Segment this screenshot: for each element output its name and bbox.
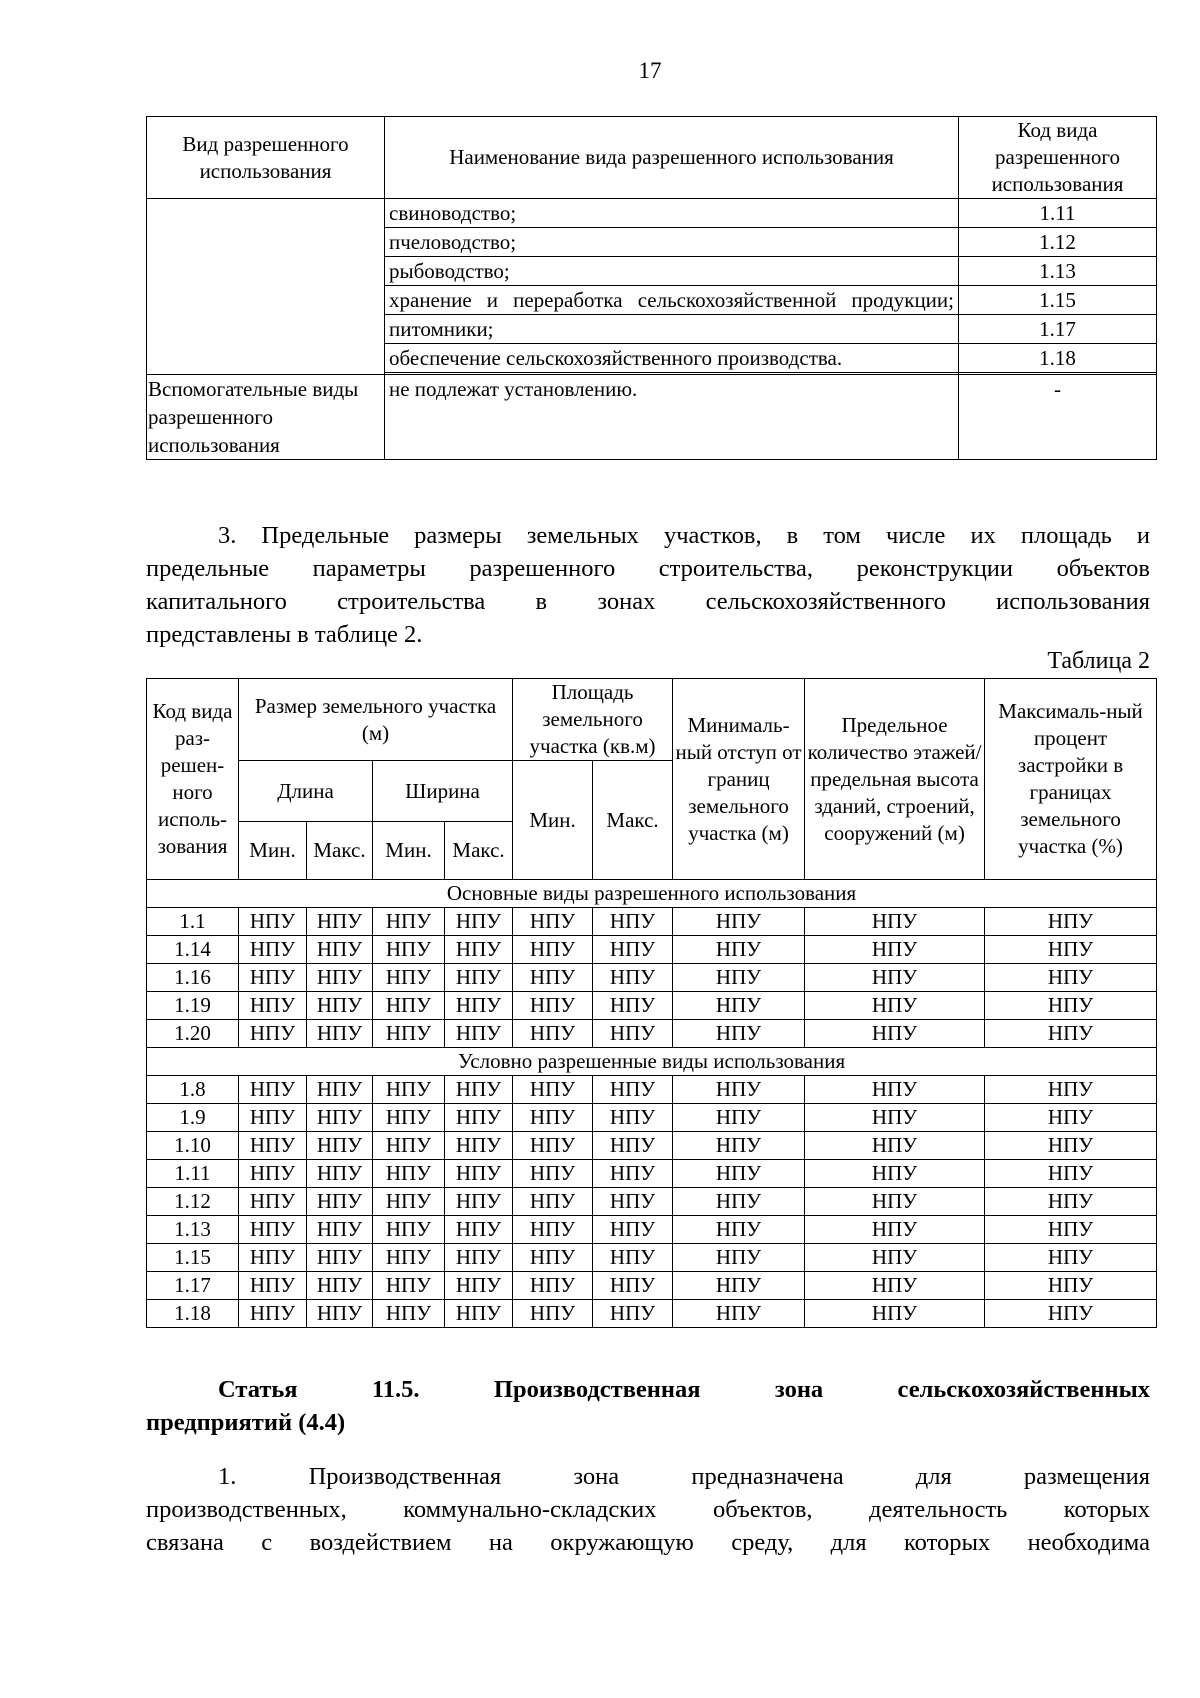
paragraph-line: представлены в таблице 2. [146,621,423,648]
row-value: НПУ [985,1076,1157,1104]
row-value: НПУ [239,964,307,992]
row-value: НПУ [593,1104,673,1132]
row-code: 1.1 [147,908,239,936]
aux-code: - [959,375,1157,460]
row-value: НПУ [373,1244,445,1272]
row-value: НПУ [593,1132,673,1160]
use-name: рыбоводство; [385,257,959,286]
row-value: НПУ [805,936,985,964]
row-value: НПУ [373,1160,445,1188]
page-number: 17 [638,58,662,83]
row-value: НПУ [445,908,513,936]
use-code: 1.12 [959,228,1157,257]
row-value: НПУ [445,964,513,992]
row-value: НПУ [239,1188,307,1216]
row-value: НПУ [513,1160,593,1188]
row-value: НПУ [673,1244,805,1272]
use-name [385,286,959,315]
use-code: 1.15 [959,286,1157,315]
row-value: НПУ [805,1076,985,1104]
row-value: НПУ [593,936,673,964]
row-value: НПУ [593,908,673,936]
row-value: НПУ [593,1020,673,1048]
row-value: НПУ [513,1216,593,1244]
row-value: НПУ [373,1272,445,1300]
row-value: НПУ [985,1272,1157,1300]
row-value: НПУ [985,1020,1157,1048]
row-value: НПУ [805,1188,985,1216]
row-value: НПУ [593,1160,673,1188]
row-value: НПУ [445,1216,513,1244]
row-value: НПУ [805,1300,985,1328]
row-value: НПУ [239,1300,307,1328]
main-rows [147,908,1157,1048]
row-value: НПУ [513,1076,593,1104]
row-value: НПУ [307,1300,373,1328]
table-row [147,992,1157,1020]
table-row [147,1020,1157,1048]
row-value: НПУ [373,908,445,936]
row-value: НПУ [673,1132,805,1160]
row-value: НПУ [513,1272,593,1300]
row-value: НПУ [239,1216,307,1244]
section-cond-title: Условно разрешенные виды использования [147,1048,1157,1076]
row-value: НПУ [805,964,985,992]
row-value: НПУ [513,1244,593,1272]
row-value: НПУ [513,1104,593,1132]
row-value: НПУ [445,992,513,1020]
table-row [147,1132,1157,1160]
row-value: НПУ [445,1104,513,1132]
row-value: НПУ [805,1160,985,1188]
header-percent: Максималь-ный процент застройки в границах земельного участка (%) [985,679,1157,880]
row-value: НПУ [373,1076,445,1104]
row-value: НПУ [805,1272,985,1300]
row-value: НПУ [673,1076,805,1104]
header-use-code: Код вида разрешенного использования [959,117,1157,199]
row-code: 1.18 [147,1300,239,1328]
row-value: НПУ [373,1216,445,1244]
empty-kind-cell [147,199,385,375]
row-value: НПУ [805,1132,985,1160]
row-value: НПУ [307,1272,373,1300]
row-value: НПУ [513,1020,593,1048]
conditional-rows [147,1076,1157,1328]
table-row [147,964,1157,992]
land-params-table [146,678,1157,1328]
use-code: 1.18 [959,344,1157,373]
aux-kind: Вспомогательные виды разрешенного использования [147,375,385,460]
row-value: НПУ [307,908,373,936]
row-value: НПУ [307,1104,373,1132]
row-value: НПУ [307,1132,373,1160]
row-value: НПУ [307,1244,373,1272]
header-length: Длина [239,761,373,822]
row-value: НПУ [985,1216,1157,1244]
header-floors: Предельное количество этажей/ предельная высота зданий, строений, сооружений (м) [805,679,985,880]
paragraph-line: 1. Производственная зона предназначена для размещения [218,1463,1150,1490]
row-value: НПУ [239,1272,307,1300]
header-area-max: Макс. [593,761,673,880]
row-value: НПУ [239,908,307,936]
row-value: НПУ [239,936,307,964]
row-value: НПУ [985,1188,1157,1216]
row-code: 1.13 [147,1216,239,1244]
row-code: 1.10 [147,1132,239,1160]
row-value: НПУ [985,1160,1157,1188]
row-value: НПУ [593,992,673,1020]
row-value: НПУ [445,1188,513,1216]
row-value: НПУ [307,1020,373,1048]
row-value: НПУ [673,964,805,992]
header-use-kind: Вид разрешенного использования [147,117,385,199]
row-value: НПУ [307,992,373,1020]
row-value: НПУ [985,1300,1157,1328]
header-length-max: Макс. [307,822,373,880]
table-row [147,375,1157,460]
row-value: НПУ [673,1104,805,1132]
row-value: НПУ [445,1076,513,1104]
article-heading-line: Статья 11.5. Производственная зона сельскохозяйственных [218,1376,1150,1403]
row-value: НПУ [805,1020,985,1048]
row-value: НПУ [805,992,985,1020]
table-row [147,1104,1157,1132]
row-value: НПУ [239,1020,307,1048]
row-value: НПУ [673,1020,805,1048]
section-row [147,880,1157,908]
header-setback: Минималь-ный отступ от границ земельного участка (м) [673,679,805,880]
row-value: НПУ [373,936,445,964]
row-value: НПУ [373,1300,445,1328]
row-value: НПУ [239,1076,307,1104]
row-value: НПУ [593,1188,673,1216]
paragraph-line: предельные параметры разрешенного строительства, реконструкции объектов [146,555,1150,582]
row-value: НПУ [985,1104,1157,1132]
row-value: НПУ [805,1104,985,1132]
row-value: НПУ [593,1244,673,1272]
row-code: 1.14 [147,936,239,964]
row-value: НПУ [805,1216,985,1244]
table-row [147,936,1157,964]
row-value: НПУ [593,1300,673,1328]
row-value: НПУ [513,908,593,936]
table-row [147,1244,1157,1272]
use-name: питомники; [385,315,959,344]
row-value: НПУ [593,1216,673,1244]
paragraph-1 [146,1460,1150,1559]
row-value: НПУ [307,1076,373,1104]
row-code: 1.15 [147,1244,239,1272]
row-value: НПУ [513,1132,593,1160]
row-value: НПУ [673,992,805,1020]
row-value: НПУ [513,1188,593,1216]
row-code: 1.9 [147,1104,239,1132]
row-value: НПУ [985,1244,1157,1272]
row-code: 1.16 [147,964,239,992]
land-use-table [146,116,1157,460]
row-value: НПУ [673,1272,805,1300]
paragraph-line: капитального строительства в зонах сельскохозяйственного использования [146,588,1150,615]
header-code: Код вида раз-решен-ного исполь-зования [147,679,239,880]
row-value: НПУ [445,1272,513,1300]
article-heading-line: предприятий (4.4) [146,1409,346,1436]
row-value: НПУ [985,992,1157,1020]
row-value: НПУ [673,1160,805,1188]
table-row [147,199,1157,228]
row-value: НПУ [593,1076,673,1104]
row-value: НПУ [445,1020,513,1048]
row-value: НПУ [985,936,1157,964]
section-row [147,1048,1157,1076]
row-value: НПУ [307,964,373,992]
row-value: НПУ [307,1216,373,1244]
row-value: НПУ [513,936,593,964]
row-value: НПУ [673,1300,805,1328]
row-value: НПУ [373,1188,445,1216]
header-width-min: Мин. [373,822,445,880]
header-width: Ширина [373,761,513,822]
row-value: НПУ [239,992,307,1020]
row-value: НПУ [513,1300,593,1328]
row-value: НПУ [373,1132,445,1160]
row-value: НПУ [985,908,1157,936]
table-2-label: Таблица 2 [1047,648,1150,674]
section-main-title: Основные виды разрешенного использования [147,880,1157,908]
header-use-name: Наименование вида разрешенного использования [385,117,959,199]
row-code: 1.17 [147,1272,239,1300]
row-value: НПУ [673,1216,805,1244]
table-row [147,1216,1157,1244]
row-value: НПУ [307,1188,373,1216]
row-value: НПУ [673,1188,805,1216]
use-name: свиноводство; [385,199,959,228]
header-width-max: Макс. [445,822,513,880]
paragraph-line: связана с воздействием на окружающую среду, для которых необходима [146,1529,1150,1556]
table-row [147,908,1157,936]
row-value: НПУ [239,1104,307,1132]
row-value: НПУ [373,992,445,1020]
row-value: НПУ [673,936,805,964]
use-name: обеспечение сельскохозяйственного производства. [385,344,959,373]
paragraph-line: производственных, коммунально-складских объектов, деятельность которых [146,1496,1150,1523]
row-value: НПУ [985,1132,1157,1160]
article-heading [146,1373,1150,1439]
use-code: 1.17 [959,315,1157,344]
row-value: НПУ [805,908,985,936]
paragraph-3 [146,519,1150,651]
header-length-min: Мин. [239,822,307,880]
row-value: НПУ [805,1244,985,1272]
row-value: НПУ [445,936,513,964]
row-code: 1.20 [147,1020,239,1048]
paragraph-line: 3. Предельные размеры земельных участков, в том числе их площадь и [218,522,1150,549]
use-code: 1.13 [959,257,1157,286]
header-area: Площадь земельного участка (кв.м) [513,679,673,761]
row-value: НПУ [593,964,673,992]
use-name: пчеловодство; [385,228,959,257]
row-value: НПУ [373,1104,445,1132]
row-value: НПУ [373,964,445,992]
table-row [147,1188,1157,1216]
row-value: НПУ [445,1132,513,1160]
row-value: НПУ [307,936,373,964]
row-code: 1.12 [147,1188,239,1216]
row-value: НПУ [673,908,805,936]
row-value: НПУ [239,1132,307,1160]
row-value: НПУ [513,992,593,1020]
row-value: НПУ [593,1272,673,1300]
row-code: 1.11 [147,1160,239,1188]
row-code: 1.19 [147,992,239,1020]
aux-name: не подлежат установлению. [385,375,959,460]
row-value: НПУ [307,1160,373,1188]
table-row [147,1300,1157,1328]
row-value: НПУ [445,1160,513,1188]
table-row [147,1160,1157,1188]
row-value: НПУ [445,1300,513,1328]
use-code: 1.11 [959,199,1157,228]
row-value: НПУ [985,964,1157,992]
row-value: НПУ [239,1160,307,1188]
row-value: НПУ [445,1244,513,1272]
table-row [147,1076,1157,1104]
table-header-row [147,117,1157,199]
row-value: НПУ [513,964,593,992]
header-size: Размер земельного участка (м) [239,679,513,761]
header-area-min: Мин. [513,761,593,880]
table-row [147,1272,1157,1300]
row-value: НПУ [373,1020,445,1048]
row-value: НПУ [239,1244,307,1272]
use-name-text: хранение и переработка сельскохозяйственной продукции; [389,288,954,312]
row-code: 1.8 [147,1076,239,1104]
